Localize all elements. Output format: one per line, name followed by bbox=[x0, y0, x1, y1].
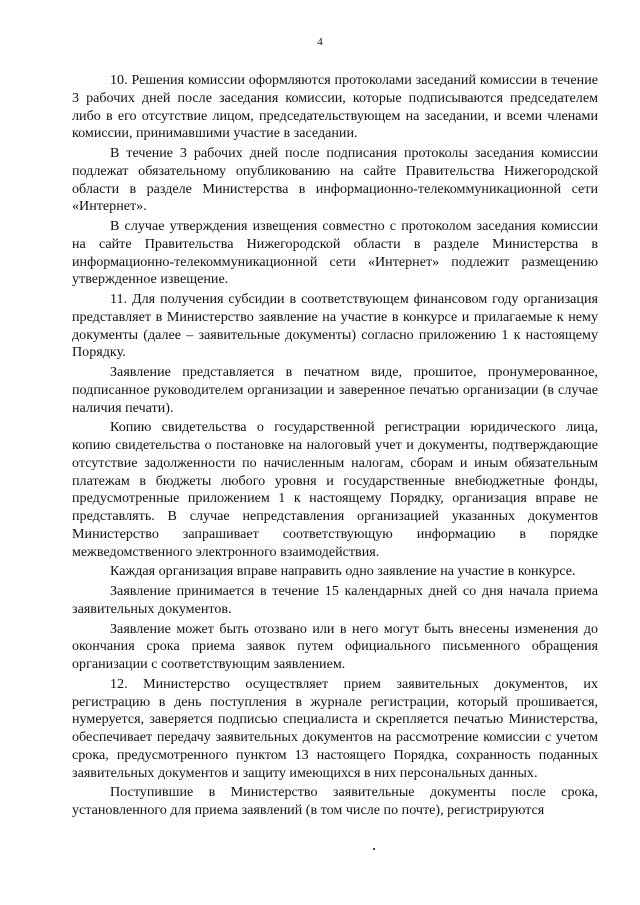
paragraph-one-application: Каждая организация вправе направить одно заявление на участие в конкурсе. bbox=[110, 563, 576, 580]
paragraph-late-documents: Поступившие в Министерство заявительные документы после срока, установленного для приема заявлений (в том числе по почте), регистрируются bbox=[72, 784, 598, 818]
scan-speck bbox=[373, 848, 375, 850]
paragraph-protocol-publication: В течение 3 рабочих дней после подписания протоколы заседания комиссии подлежат обязательному опубликованию на сайте Правительства Нижегородской области в разделе Министерства в информационно-телекоммуникационной сети «Интернет». bbox=[72, 145, 598, 215]
paragraph-acceptance-period: Заявление принимается в течение 15 календарных дней со дня начала приема заявительных документов. bbox=[72, 583, 598, 617]
paragraph-registration-copies: Копию свидетельства о государственной регистрации юридического лица, копию свидетельства о постановке на налоговый учет и документы, подтверждающие отсутствие задолженности по начисленным налогам, сборам и иным обязательным платежам в бюджеты любого уровня и государственные внебюджетные фонды, предусмотренные приложением 1 к настоящему Порядку, организация вправе не представлять. В случае непредставления организацией указанных документов Министерство запрашивает соответствующую информацию в порядке межведомственного электронного взаимодействия. bbox=[72, 419, 598, 560]
paragraph-11: 11. Для получения субсидии в соответствующем финансовом году организация представляет в Министерство заявление на участие в конкурсе и прилагаемые к нему документы (далее – заявительные документы) согласно приложению 1 к настоящему Порядку. bbox=[72, 291, 598, 361]
paragraph-withdrawal: Заявление может быть отозвано или в него могут быть внесены изменения до окончания срока приема заявок путем официального письменного обращения организации с соответствующим заявлением. bbox=[72, 620, 598, 672]
page-number: 4 bbox=[317, 36, 323, 48]
document-body bbox=[72, 72, 598, 822]
paragraph-notice-placement: В случае утверждения извещения совместно с протоколом заседания комиссии на сайте Правительства Нижегородской области в разделе Министерства в информационно-телекоммуникационной сети «Интернет» подлежит размещению утвержденное извещение. bbox=[72, 218, 598, 288]
paragraph-12: 12. Министерство осуществляет прием заявительных документов, их регистрацию в день поступления в журнале регистрации, который прошивается, нумеруется, заверяется подписью специалиста и скрепляется печатью Министерства, обеспечивает передачу заявительных документов на рассмотрение комиссии с учетом срока, предусмотренного пунктом 13 настоящего Порядка, сохранность поданных заявительных документов и защиту имеющихся в них персональных данных. bbox=[72, 675, 598, 781]
paragraph-application-format: Заявление представляется в печатном виде, прошитое, пронумерованное, подписанное руководителем организации и заверенное печатью организации (в случае наличия печати). bbox=[72, 364, 598, 416]
paragraph-10: 10. Решения комиссии оформляются протоколами заседаний комиссии в течение 3 рабочих дней после заседания комиссии, которые подписываются председателем либо в его отсутствие лицом, председательствующем на заседании, и всеми членами комиссии, принимавшими участие в заседании. bbox=[72, 72, 598, 142]
